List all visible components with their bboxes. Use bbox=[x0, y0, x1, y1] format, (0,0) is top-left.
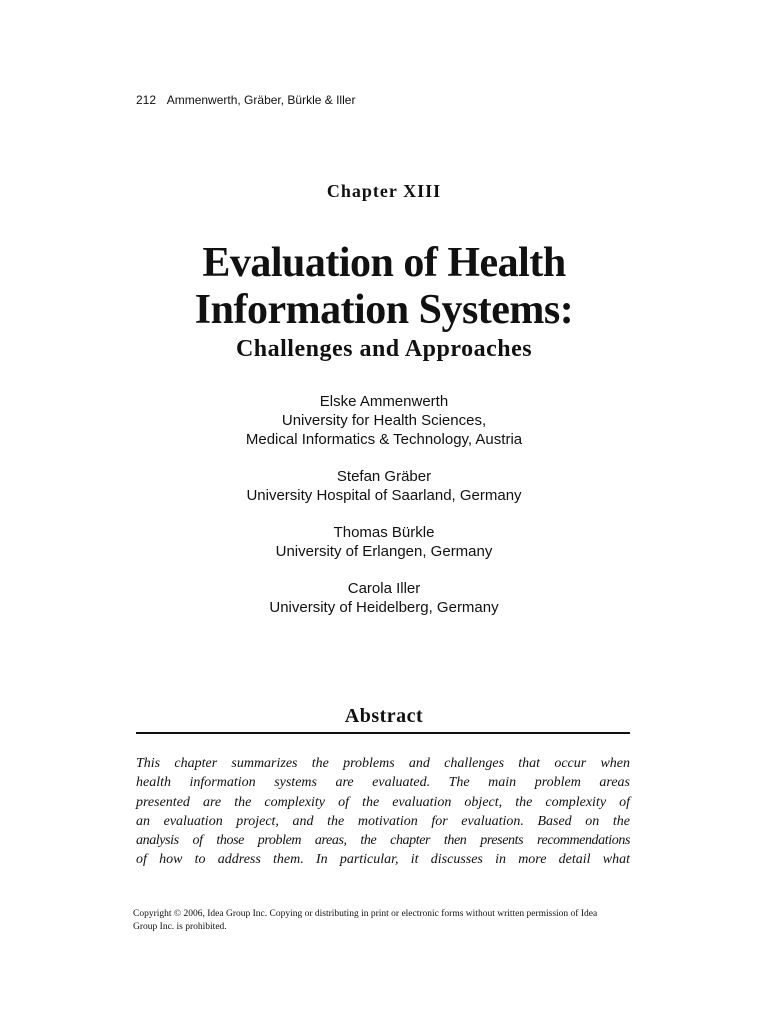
abstract-body bbox=[136, 754, 630, 870]
page-number: 212 bbox=[136, 93, 157, 107]
chapter-title bbox=[0, 240, 768, 334]
abstract-line: of how to address them. In particular, it discusses in more detail what bbox=[136, 852, 630, 868]
author-list bbox=[0, 392, 768, 635]
author-name: Elske Ammenwerth bbox=[319, 393, 449, 410]
abstract-line: presented are the complexity of the evaluation object, the complexity of bbox=[136, 794, 630, 810]
abstract-line: This chapter summarizes the problems and challenges that occur when bbox=[136, 756, 630, 771]
chapter-label: Chapter XIII bbox=[326, 181, 442, 201]
copyright-line: Copyright © 2006, Idea Group Inc. Copying or distributing in print or electronic forms without written permission of Idea bbox=[133, 909, 598, 919]
running-head-authors: Ammenwerth, Gräber, Bürkle & Iller bbox=[166, 93, 356, 107]
copyright-line: Group Inc. is prohibited. bbox=[133, 922, 227, 932]
author-affiliation: University Hospital of Saarland, Germany bbox=[246, 487, 522, 504]
author-block bbox=[0, 392, 768, 449]
chapter-subtitle: Challenges and Approaches bbox=[235, 336, 533, 362]
author-block bbox=[0, 467, 768, 505]
author-affiliation: University of Erlangen, Germany bbox=[275, 543, 493, 560]
author-name: Thomas Bürkle bbox=[333, 524, 435, 541]
abstract-divider bbox=[136, 732, 630, 734]
copyright-notice bbox=[133, 908, 663, 934]
abstract-line: health information systems are evaluated. The main problem areas bbox=[136, 775, 630, 791]
author-block bbox=[0, 523, 768, 561]
author-affiliation: University of Heidelberg, Germany bbox=[269, 599, 499, 616]
abstract-heading: Abstract bbox=[344, 705, 424, 727]
author-affiliation: University for Health Sciences, bbox=[281, 412, 487, 429]
author-block bbox=[0, 579, 768, 617]
abstract-line: an evaluation project, and the motivation for evaluation. Based on the bbox=[136, 813, 630, 829]
author-name: Carola Iller bbox=[347, 580, 421, 597]
abstract-line: analysis of those problem areas, the chapter then presents recommendations bbox=[136, 833, 630, 849]
running-head bbox=[136, 93, 355, 107]
title-line-1: Evaluation of Health bbox=[202, 240, 566, 286]
author-affiliation: Medical Informatics & Technology, Austria bbox=[245, 431, 523, 448]
author-name: Stefan Gräber bbox=[336, 468, 432, 485]
title-line-2: Information Systems: bbox=[194, 287, 574, 333]
